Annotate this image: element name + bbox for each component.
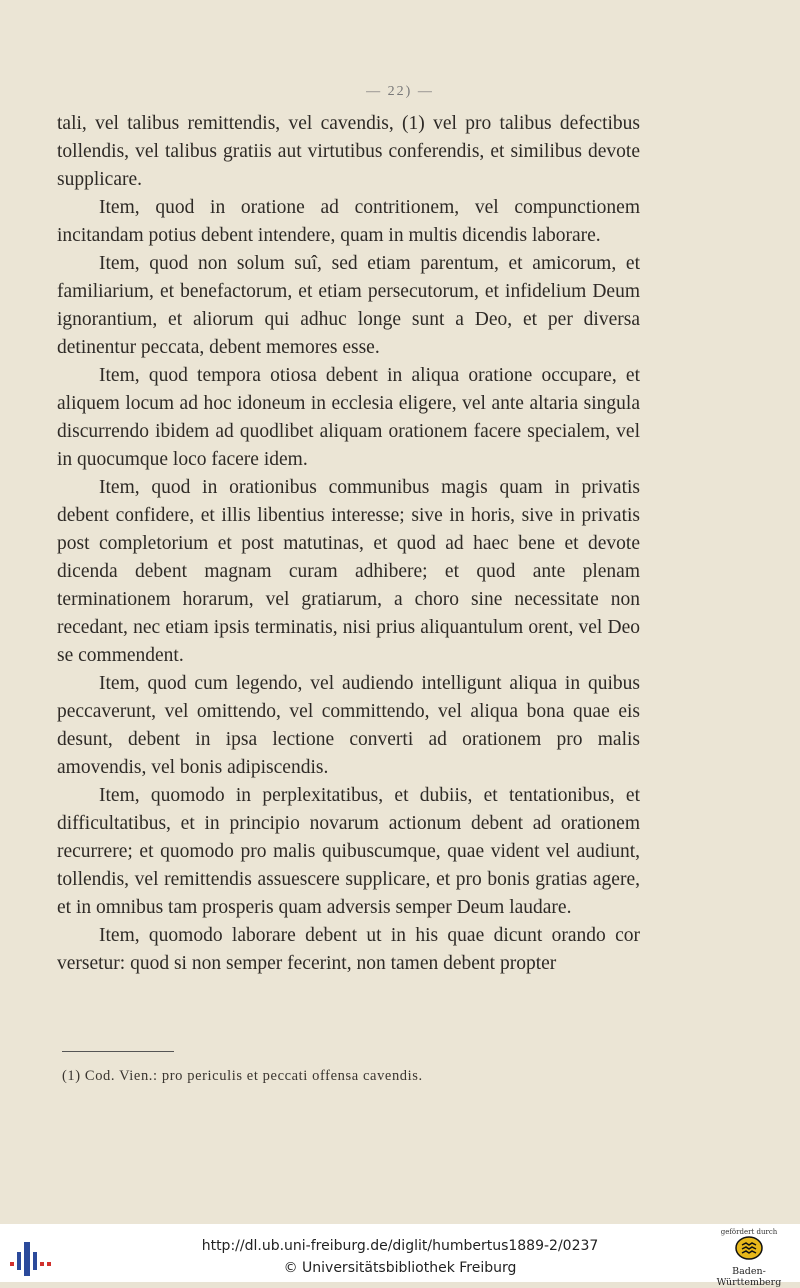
footnote-divider [62, 1051, 174, 1052]
body-text [57, 110, 640, 978]
sponsor-caption: gefördert durch [720, 1228, 778, 1236]
paragraph: tali, vel talibus remittendis, vel cavendis, (1) vel pro talibus defectibus tollendis, vel talibus gratiis aut virtutibus conferendis, et similibus devote supplicare. [57, 113, 640, 190]
paragraph: Item, quomodo laborare debent ut in his quae dicunt orando cor versetur: quod si non semper fecerint, non tamen debent propter [57, 925, 640, 974]
sponsor-logo[interactable] [704, 1228, 794, 1288]
state-crest-icon [734, 1236, 764, 1260]
sponsor-name: Baden-Württemberg [716, 1266, 782, 1288]
permalink[interactable]: http://dl.ub.uni-freiburg.de/diglit/humbertus1889-2/0237 [201, 1238, 599, 1254]
page-number: — 22) — [366, 84, 434, 99]
paragraph: Item, quod non solum suî, sed etiam parentum, et amicorum, et familiarium, et benefactorum, et etiam persecutorum, et infidelium Deum ignorantium, et aliorum qui adhuc longe sunt a Deo, et per diversa detinentur peccata, debent memores esse. [57, 253, 640, 358]
paragraph: Item, quomodo in perplexitatibus, et dubiis, et tentationibus, et difficultatibus, et in principio novarum actionum debent ad orationem recurrere; et quomodo pro malis quibuscumque, quae vident vel audiunt, tollendis, vel remittendis assuescere supplicare, et pro bonis gratias agere, et in omnibus tam prosperis quam adversis semper Deum laudare. [57, 785, 640, 918]
paragraph: Item, quod cum legendo, vel audiendo intelligunt aliqua in quibus peccaverunt, vel omittendo, vel committendo, vel aliqua bona quae eis desunt, debent in ipsa lectione converti ad orationem pro malis amovendis, vel bonis adipiscendis. [57, 673, 640, 778]
paragraph: Item, quod in orationibus communibus magis quam in privatis debent confidere, et illis libentius interesse; sive in horis, sive in privatis post completorium et post matutinas, et quod ad haec bene et devote dicenda debent magnam curam adhibere; et quod ante plenam terminationem horarum, vel gratiarum, a choro sine necessitate non recedant, nec etiam ipsis terminatis, nisi prius aliquantulum orent, vel Deo se commendent. [57, 477, 640, 666]
paragraph: Item, quod tempora otiosa debent in aliqua oratione occupare, et aliquem locum ad hoc idoneum in ecclesia eligere, vel ante altaria singula discurrendo ibidem ad quodlibet aliquam orationem facere specialem, vel in quocumque loco facere idem. [57, 365, 640, 470]
paragraph: Item, quod in oratione ad contritionem, vel compunctionem incitandam potius debent intendere, quam in multis dicendis laborare. [57, 197, 640, 246]
copyright-notice: © Universitätsbibliothek Freiburg [283, 1260, 517, 1276]
footnote: (1) Cod. Vien.: pro periculis et peccati offensa cavendis. [62, 1068, 423, 1084]
viewer-footer [0, 1224, 800, 1288]
